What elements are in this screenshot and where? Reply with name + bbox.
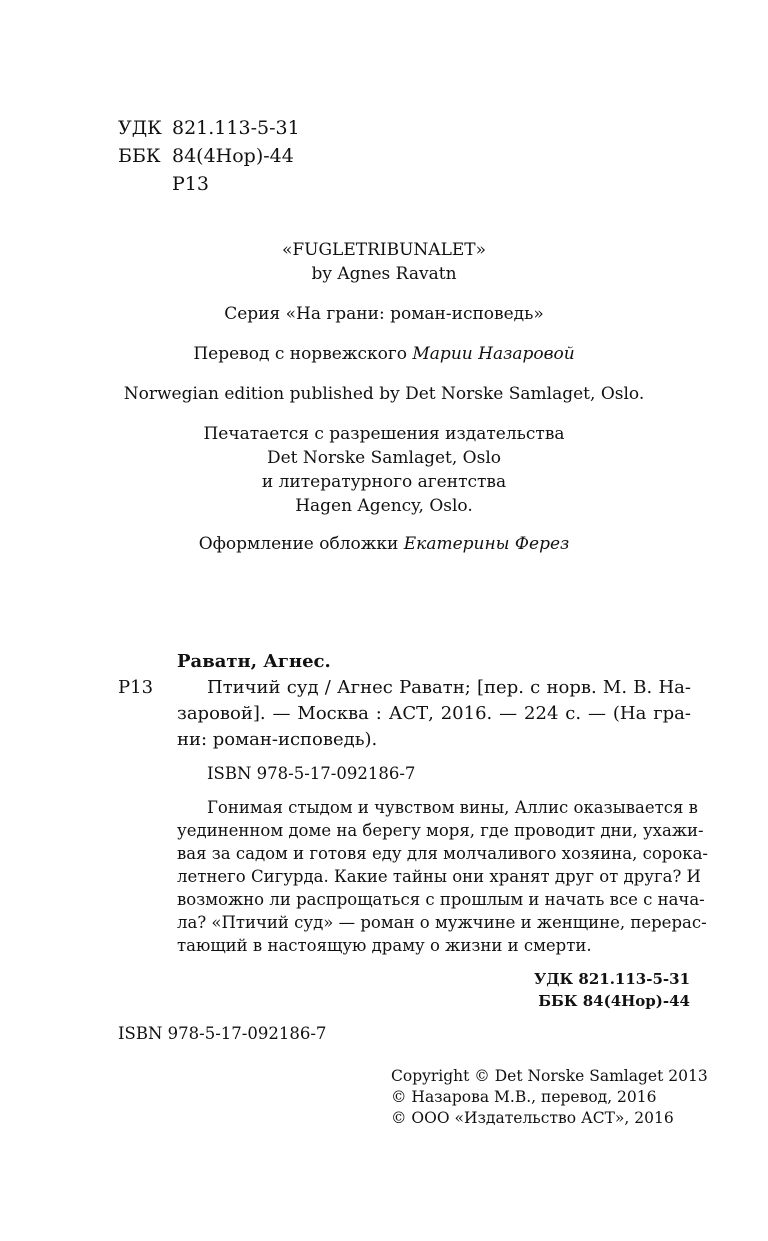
bbk-row: [118, 142, 300, 170]
catalog-isbn: ISBN 978-5-17-092186-7: [207, 764, 416, 783]
annotation-line-7: тающий в настоящую драму о жизни и смерти.: [177, 936, 592, 955]
author-mark: Р13: [172, 173, 209, 195]
annotation-line-4: летнего Сигурда. Какие тайны они хранят друг от друга? И: [177, 867, 701, 886]
permission-line-2: Det Norske Samlaget, Oslo: [266, 448, 502, 468]
permission-line-4: Hagen Agency, Oslo.: [295, 496, 473, 516]
original-author: by Agnes Ravatn: [311, 264, 457, 284]
annotation-line-1: Гонимая стыдом и чувством вины, Аллис оказывается в: [207, 798, 698, 817]
isbn-bottom: ISBN 978-5-17-092186-7: [118, 1024, 327, 1043]
translation-prefix: Перевод с норвежского: [193, 344, 413, 364]
udk-label: УДК: [118, 117, 162, 139]
annotation-line-5: возможно ли распрощаться с прошлым и начать все с нача-: [177, 890, 705, 909]
bbk-value: 84(4Нор)-44: [172, 145, 294, 167]
permission-line-3: и литературного агентства: [261, 472, 507, 492]
bbk-label: ББК: [118, 145, 161, 167]
annotation-line-2: уединенном доме на берегу моря, где проводит дни, ухажи-: [177, 821, 704, 840]
udk-value: 821.113-5-31: [172, 117, 300, 139]
udk-row: [118, 114, 300, 142]
permission-line-1: Печатается с разрешения издательства: [203, 424, 565, 444]
right-udk: УДК 821.113-5-31: [534, 970, 690, 988]
catalog-heading: Раватн, Агнес.: [177, 651, 331, 672]
copyright-line-3: © ООО «Издательство АСТ», 2016: [391, 1109, 674, 1127]
cover-design-line: [0, 532, 768, 556]
catalog-line-1: Птичий суд / Агнес Раватн; [пер. с норв. М. В. На-: [207, 677, 691, 698]
right-bbk: ББК 84(4Нор)-44: [538, 992, 690, 1010]
translation-line: [0, 342, 768, 366]
original-title: «FUGLETRIBUNALET»: [281, 240, 487, 260]
norwegian-edition: Norwegian edition published by Det Norske Samlaget, Oslo.: [123, 384, 645, 404]
translator-name: Марии Назаровой: [412, 344, 575, 364]
catalog-mark: Р13: [118, 677, 154, 698]
catalog-line-3: ни: роман-исповедь).: [177, 729, 378, 750]
copyright-line-2: © Назарова М.В., перевод, 2016: [391, 1088, 657, 1106]
annotation-line-3: вая за садом и готовя еду для молчаливого хозяина, сорока-: [177, 844, 708, 863]
catalog-line-2: заровой]. — Москва : АСТ, 2016. — 224 с. — (На гра-: [177, 703, 691, 724]
copyright-line-1: Copyright © Det Norske Samlaget 2013: [391, 1067, 708, 1085]
author-mark-row: [118, 170, 300, 198]
classification-codes: [118, 114, 300, 198]
annotation-line-6: ла? «Птичий суд» — роман о мужчине и женщине, перерас-: [177, 913, 707, 932]
series-line: Серия «На грани: роман-исповедь»: [224, 304, 544, 324]
cover-prefix: Оформление обложки: [198, 534, 404, 554]
cover-designer-name: Екатерины Ферез: [403, 534, 570, 554]
